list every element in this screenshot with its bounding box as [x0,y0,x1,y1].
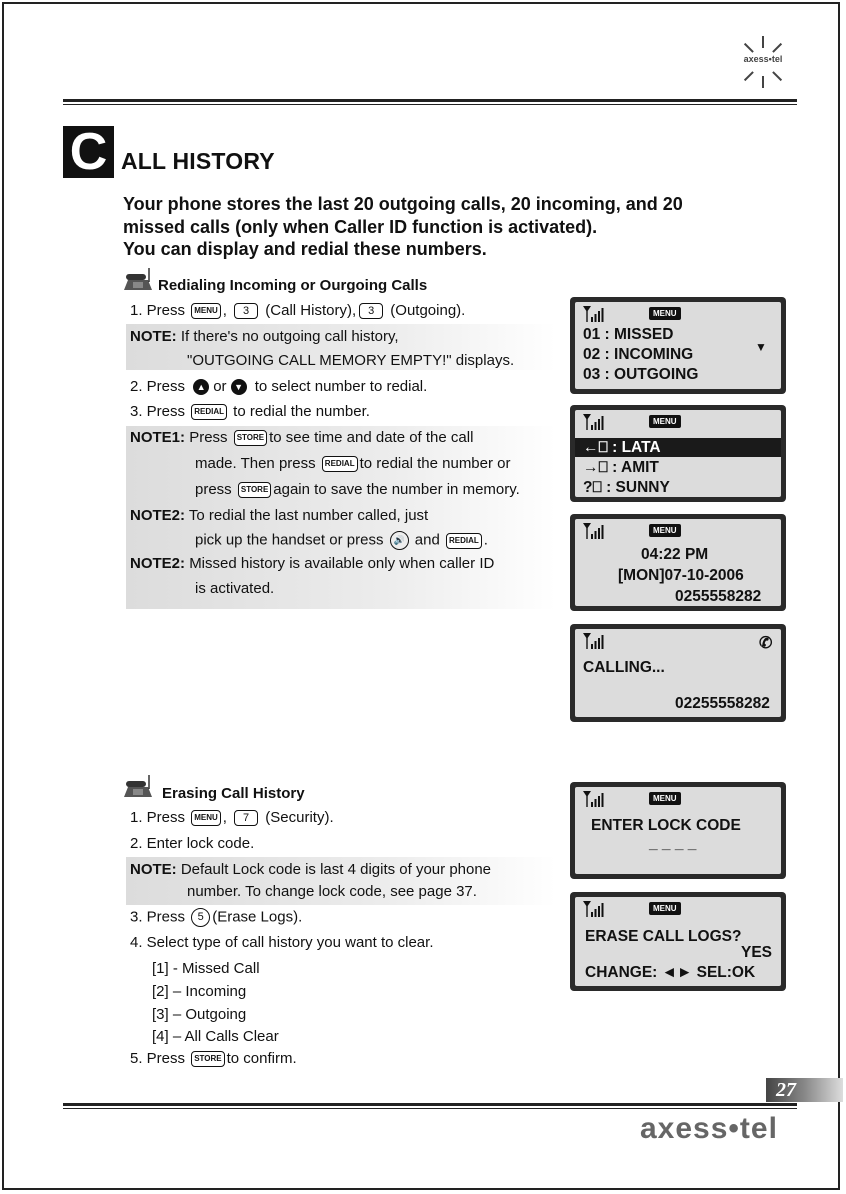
lcd-screen-outgoing-list [570,405,786,502]
note-text: If there's no outgoing call history, [180,328,399,345]
key-3-icon: 3 [359,303,383,319]
option-item: [1] - Missed Call [152,960,260,977]
intro-line: missed calls (only when Caller ID function is activated). [123,216,598,237]
note-text: pick up the handset or press [195,531,384,549]
menu-indicator: MENU [649,792,681,805]
intro-text [123,193,763,261]
note-label: NOTE1: [130,429,186,446]
note-text: Press [189,429,228,446]
menu-indicator: MENU [649,307,681,320]
lcd-date: [MON]07-10-2006 [618,567,744,584]
axesstel-logo [733,32,793,92]
lcd-line: 02 : INCOMING [583,346,694,363]
note-lock-code-line2: number. To change lock code, see page 37. [187,883,477,900]
option-item: [3] – Outgoing [152,1006,247,1023]
step-text: 3. Press [130,908,186,926]
step-text: (Outgoing). [390,302,466,319]
step-text: 5. Press [130,1050,186,1067]
note-empty-history [130,328,399,346]
note-text: Missed history is available only when caller ID [189,555,495,572]
step-text: to redial the number. [233,403,370,420]
note-empty-history-line2: "OUTGOING CALL MEMORY EMPTY!" displays. [187,352,515,369]
menu-indicator: MENU [649,524,681,537]
store-key-icon: STORE [234,430,267,446]
erase-step-1: 1. Press MENU , 7 (Security). [130,809,334,826]
note-label: NOTE: [130,328,177,345]
note-label: NOTE2: [130,555,186,572]
scroll-down-icon: ▼ [755,340,767,354]
note-label: NOTE: [130,861,177,878]
page-number: 27 [776,1079,796,1101]
section-title: ALL HISTORY [121,148,275,174]
key-5-icon: 5 [191,908,210,927]
lcd-screen-lock-code [570,782,786,879]
lcd-erase-question: ERASE CALL LOGS? [585,928,742,945]
intro-line: Your phone stores the last 20 outgoing calls, 20 incoming, and 20 [123,194,683,214]
signal-icon [583,901,605,917]
note-text: press [195,481,232,498]
note-text: To redial the last number called, just [188,507,429,524]
note1-line3 [195,481,520,499]
lcd-calling: CALLING... [583,659,665,676]
note3-line1 [130,555,494,573]
down-arrow-key-icon: ▼ [231,379,247,395]
redial-key-icon: REDIAL [191,404,227,420]
lcd-yes: YES [741,944,773,961]
lcd-line: ?⎕ : SUNNY [583,479,670,496]
speaker-key-icon: 🔊 [390,531,409,550]
menu-key-icon: MENU [191,303,221,319]
step-text: 1. Press [130,809,186,826]
signal-icon [583,306,605,322]
note2-line1 [130,507,428,525]
step-text: or [213,378,227,395]
note-lock-code [130,861,491,879]
menu-indicator: MENU [649,902,681,915]
step-text: (Erase Logs). [212,908,303,926]
step-text: 2. Press [130,378,186,395]
page-number-tab [766,1078,843,1102]
lcd-screen-calling [570,624,786,722]
redial-heading: Redialing Incoming or Ourgoing Calls [158,277,428,294]
step-text: (Security). [265,809,334,826]
redial-step-3 [130,403,370,421]
store-key-icon: STORE [191,1051,224,1067]
note-text: to see time and date of the call [269,429,474,446]
erase-step-5 [130,1050,297,1068]
lcd-line: 03 : OUTGOING [583,366,699,383]
note3-line2: is activated. [195,580,275,597]
header-rule-thin [63,104,797,105]
footer-rule-thin [63,1108,797,1109]
lcd-number: 0255558282 [675,588,762,605]
redial-step-1: 1. Press MENU , 3 (Call History), 3 (Outgoing). [130,302,466,319]
signal-icon [583,414,605,430]
note2-line2 [195,531,488,550]
lcd-screen-call-history-menu [570,297,786,394]
step-text: (Call History), [265,302,357,319]
note-text: again to save the number in memory. [273,481,520,498]
redial-key-icon: REDIAL [322,456,358,472]
footer-rule [63,1103,797,1106]
step-text: 3. Press [130,403,186,420]
lcd-code-placeholder: _ _ _ _ [649,835,697,852]
key-7-icon: 7 [234,810,258,826]
header-rule [63,99,797,102]
step-text: 1. Press [130,302,186,319]
handset-icon: ✆ [759,635,773,652]
section-letter: C [63,126,114,178]
lcd-line-selected: ←⎕ : LATA [583,439,661,456]
step-text: to select number to redial. [254,378,428,395]
note-text: made. Then press [195,455,316,472]
note-text: . [483,531,488,549]
step-text: to confirm. [226,1050,297,1067]
lcd-line: →⎕ : AMIT [583,459,659,476]
note-label: NOTE2: [130,507,186,524]
lcd-line: 01 : MISSED [583,326,674,343]
up-arrow-key-icon: ▲ [193,379,209,395]
footer-brand-logo: axess•tel [640,1112,778,1145]
desk-phone-icon [122,266,154,296]
note1-line1 [130,429,473,447]
erase-step-3 [130,908,302,927]
menu-indicator: MENU [649,415,681,428]
redial-key-icon: REDIAL [446,533,482,549]
intro-line: You can display and redial these numbers. [123,239,487,259]
lcd-time: 04:22 PM [641,546,709,563]
signal-icon [583,633,605,649]
note1-line2 [195,455,511,473]
lcd-number: 02255558282 [675,695,770,712]
lcd-change-select: CHANGE: ◄► SEL:OK [585,964,756,981]
option-item: [4] – All Calls Clear [152,1028,279,1045]
key-3-icon: 3 [234,303,258,319]
lcd-screen-call-detail [570,514,786,611]
signal-icon [583,791,605,807]
signal-icon [583,523,605,539]
erase-step-2: 2. Enter lock code. [130,835,255,852]
note-text: Default Lock code is last 4 digits of your phone [180,861,492,878]
lcd-enter-lock-code: ENTER LOCK CODE [591,817,741,834]
erase-heading: Erasing Call History [162,785,305,802]
menu-key-icon: MENU [191,810,221,826]
store-key-icon: STORE [238,482,271,498]
redial-step-2 [130,378,427,396]
desk-phone-icon [122,773,154,803]
note-text: and [414,531,440,549]
lcd-screen-erase-logs [570,892,786,991]
erase-step-4: 4. Select type of call history you want to clear. [130,934,434,951]
logo-text: axess•tel [743,54,783,64]
note-text: to redial the number or [359,455,511,472]
option-item: [2] – Incoming [152,983,247,1000]
